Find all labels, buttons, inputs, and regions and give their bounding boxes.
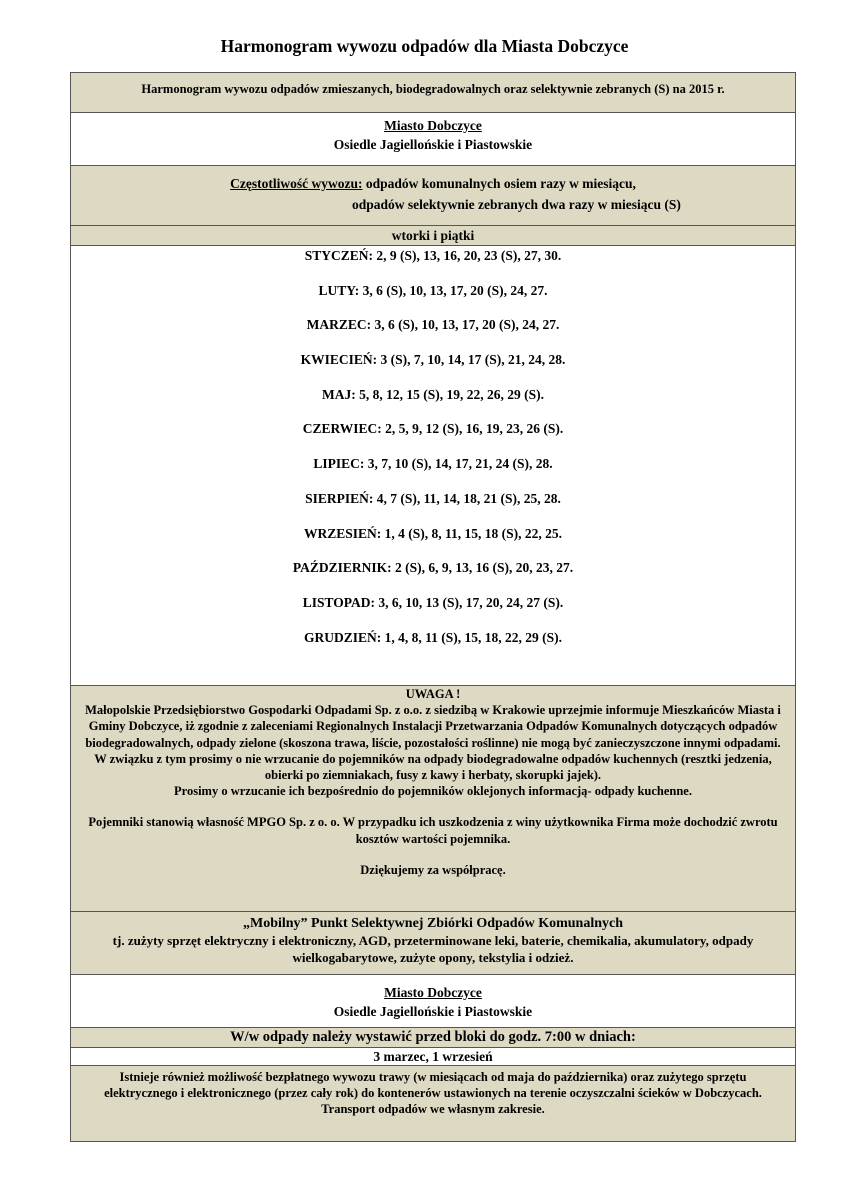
location-block-2 [71, 975, 795, 1028]
mobile-point-block [71, 912, 795, 975]
schedule-table [70, 72, 796, 1142]
notice-thanks: Dziękujemy za współpracę. [360, 862, 506, 877]
extra-info: Istnieje również możliwość bezpłatnego wywozu trawy (w miesiącach od maja do października) oraz zużytego sprzętu elektrycznego i elektronicznego (przez cały rok) do kontenerów ustawionych na terenie oczyszczalni ścieków w Dobczycach. Transport odpadów we własnym zakresie. [71, 1066, 795, 1141]
notice-block [71, 686, 795, 912]
month-july: LIPIEC: 3, 7, 10 (S), 14, 17, 21, 24 (S), 28. [313, 456, 553, 472]
collection-days: wtorki i piątki [71, 226, 795, 246]
month-january: STYCZEŃ: 2, 9 (S), 13, 16, 20, 23 (S), 27, 30. [304, 248, 562, 263]
mobile-point-heading: „Mobilny” Punkt Selektywnej Zbiórki Odpadów Komunalnych [242, 916, 624, 931]
month-june: CZERWIEC: 2, 5, 9, 12 (S), 16, 19, 23, 26 (S). [302, 421, 564, 437]
location-city: Miasto Dobczyce [384, 118, 482, 133]
notice-heading: UWAGA ! [405, 687, 461, 701]
location-district-2: Osiedle Jagiellońskie i Piastowskie [333, 1004, 533, 1019]
month-march: MARZEC: 3, 6 (S), 10, 13, 17, 20 (S), 24, 27. [306, 317, 560, 333]
month-october: PAŹDZIERNIK: 2 (S), 6, 9, 13, 16 (S), 20, 23, 27. [292, 560, 574, 576]
frequency-label: Częstotliwość wywozu: [230, 176, 363, 191]
month-may: MAJ: 5, 8, 12, 15 (S), 19, 22, 26, 29 (S). [322, 386, 544, 402]
frequency-line-1 [71, 173, 795, 194]
month-february: LUTY: 3, 6 (S), 10, 13, 17, 20 (S), 24, 27. [318, 282, 548, 298]
notice-paragraph-3: Prosimy o wrzucanie ich bezpośrednio do pojemników oklejonych informacją- odpady kuchenne. [174, 784, 692, 799]
spacer [81, 799, 785, 814]
month-november: LISTOPAD: 3, 6, 10, 13 (S), 17, 20, 24, 27 (S). [302, 594, 564, 610]
month-april: KWIECIEŃ: 3 (S), 7, 10, 14, 17 (S), 21, 24, 28. [300, 352, 566, 368]
frequency-line-2: odpadów selektywnie zebranych dwa razy w miesiącu (S) [352, 197, 681, 212]
notice-paragraph-1: Małopolskie Przedsiębiorstwo Gospodarki Odpadami Sp. z o.o. z siedzibą w Krakowie uprzejmie informuje Mieszkańców Miasta i Gminy Dobczyce, iż zgodnie z zaleceniami Regionalnych Instalacji Przetwarzania Odpadów Komunalnych dotyczących odpadów biodegradowalnych, odpady zielone (skoszona trawa, liście, pozostałości roślinne) nie mogą być zanieczyszczone innymi odpadami. [85, 703, 781, 750]
location-city-2: Miasto Dobczyce [384, 985, 482, 1000]
frequency-block [71, 166, 795, 226]
mobile-point-description: tj. zużyty sprzęt elektryczny i elektroniczny, AGD, przeterminowane leki, baterie, chemikalia, akumulatory, odpady wielkogabarytowe, zużyte opony, tekstylia i odzież. [112, 933, 754, 965]
frequency-text-1: odpadów komunalnych osiem razy w miesiącu, [362, 176, 636, 191]
put-out-instruction: W/w odpady należy wystawić przed bloki do godz. 7:00 w dniach: [71, 1028, 795, 1048]
document-title: Harmonogram wywozu odpadów dla Miasta Dobczyce [220, 36, 629, 56]
location-block [71, 113, 795, 166]
month-list [71, 246, 795, 686]
spacer [81, 847, 785, 862]
collection-dates: 3 marzec, 1 wrzesień [71, 1048, 795, 1066]
month-september: WRZESIEŃ: 1, 4 (S), 8, 11, 15, 18 (S), 22, 25. [303, 525, 563, 541]
notice-paragraph-2: W związku z tym prosimy o nie wrzucanie do pojemników na odpady biodegradowalne odpadów kuchennych (resztki jedzenia, obierki po ziemniakach, fusy z kawy i herbaty, skorupki jajek). [94, 751, 772, 783]
schedule-subtitle: Harmonogram wywozu odpadów zmieszanych, biodegradowalnych oraz selektywnie zebranych (S) na 2015 r. [71, 73, 795, 113]
notice-paragraph-4: Pojemniki stanowią własność MPGO Sp. z o. o. W przypadku ich uszkodzenia z winy użytkownika Firma może dochodzić zwrotu kosztów wartości pojemnika. [88, 815, 778, 846]
month-august: SIERPIEŃ: 4, 7 (S), 11, 14, 18, 21 (S), 25, 28. [305, 490, 561, 506]
location-district: Osiedle Jagiellońskie i Piastowskie [333, 137, 533, 152]
month-december: GRUDZIEŃ: 1, 4, 8, 11 (S), 15, 18, 22, 29 (S). [303, 629, 562, 645]
